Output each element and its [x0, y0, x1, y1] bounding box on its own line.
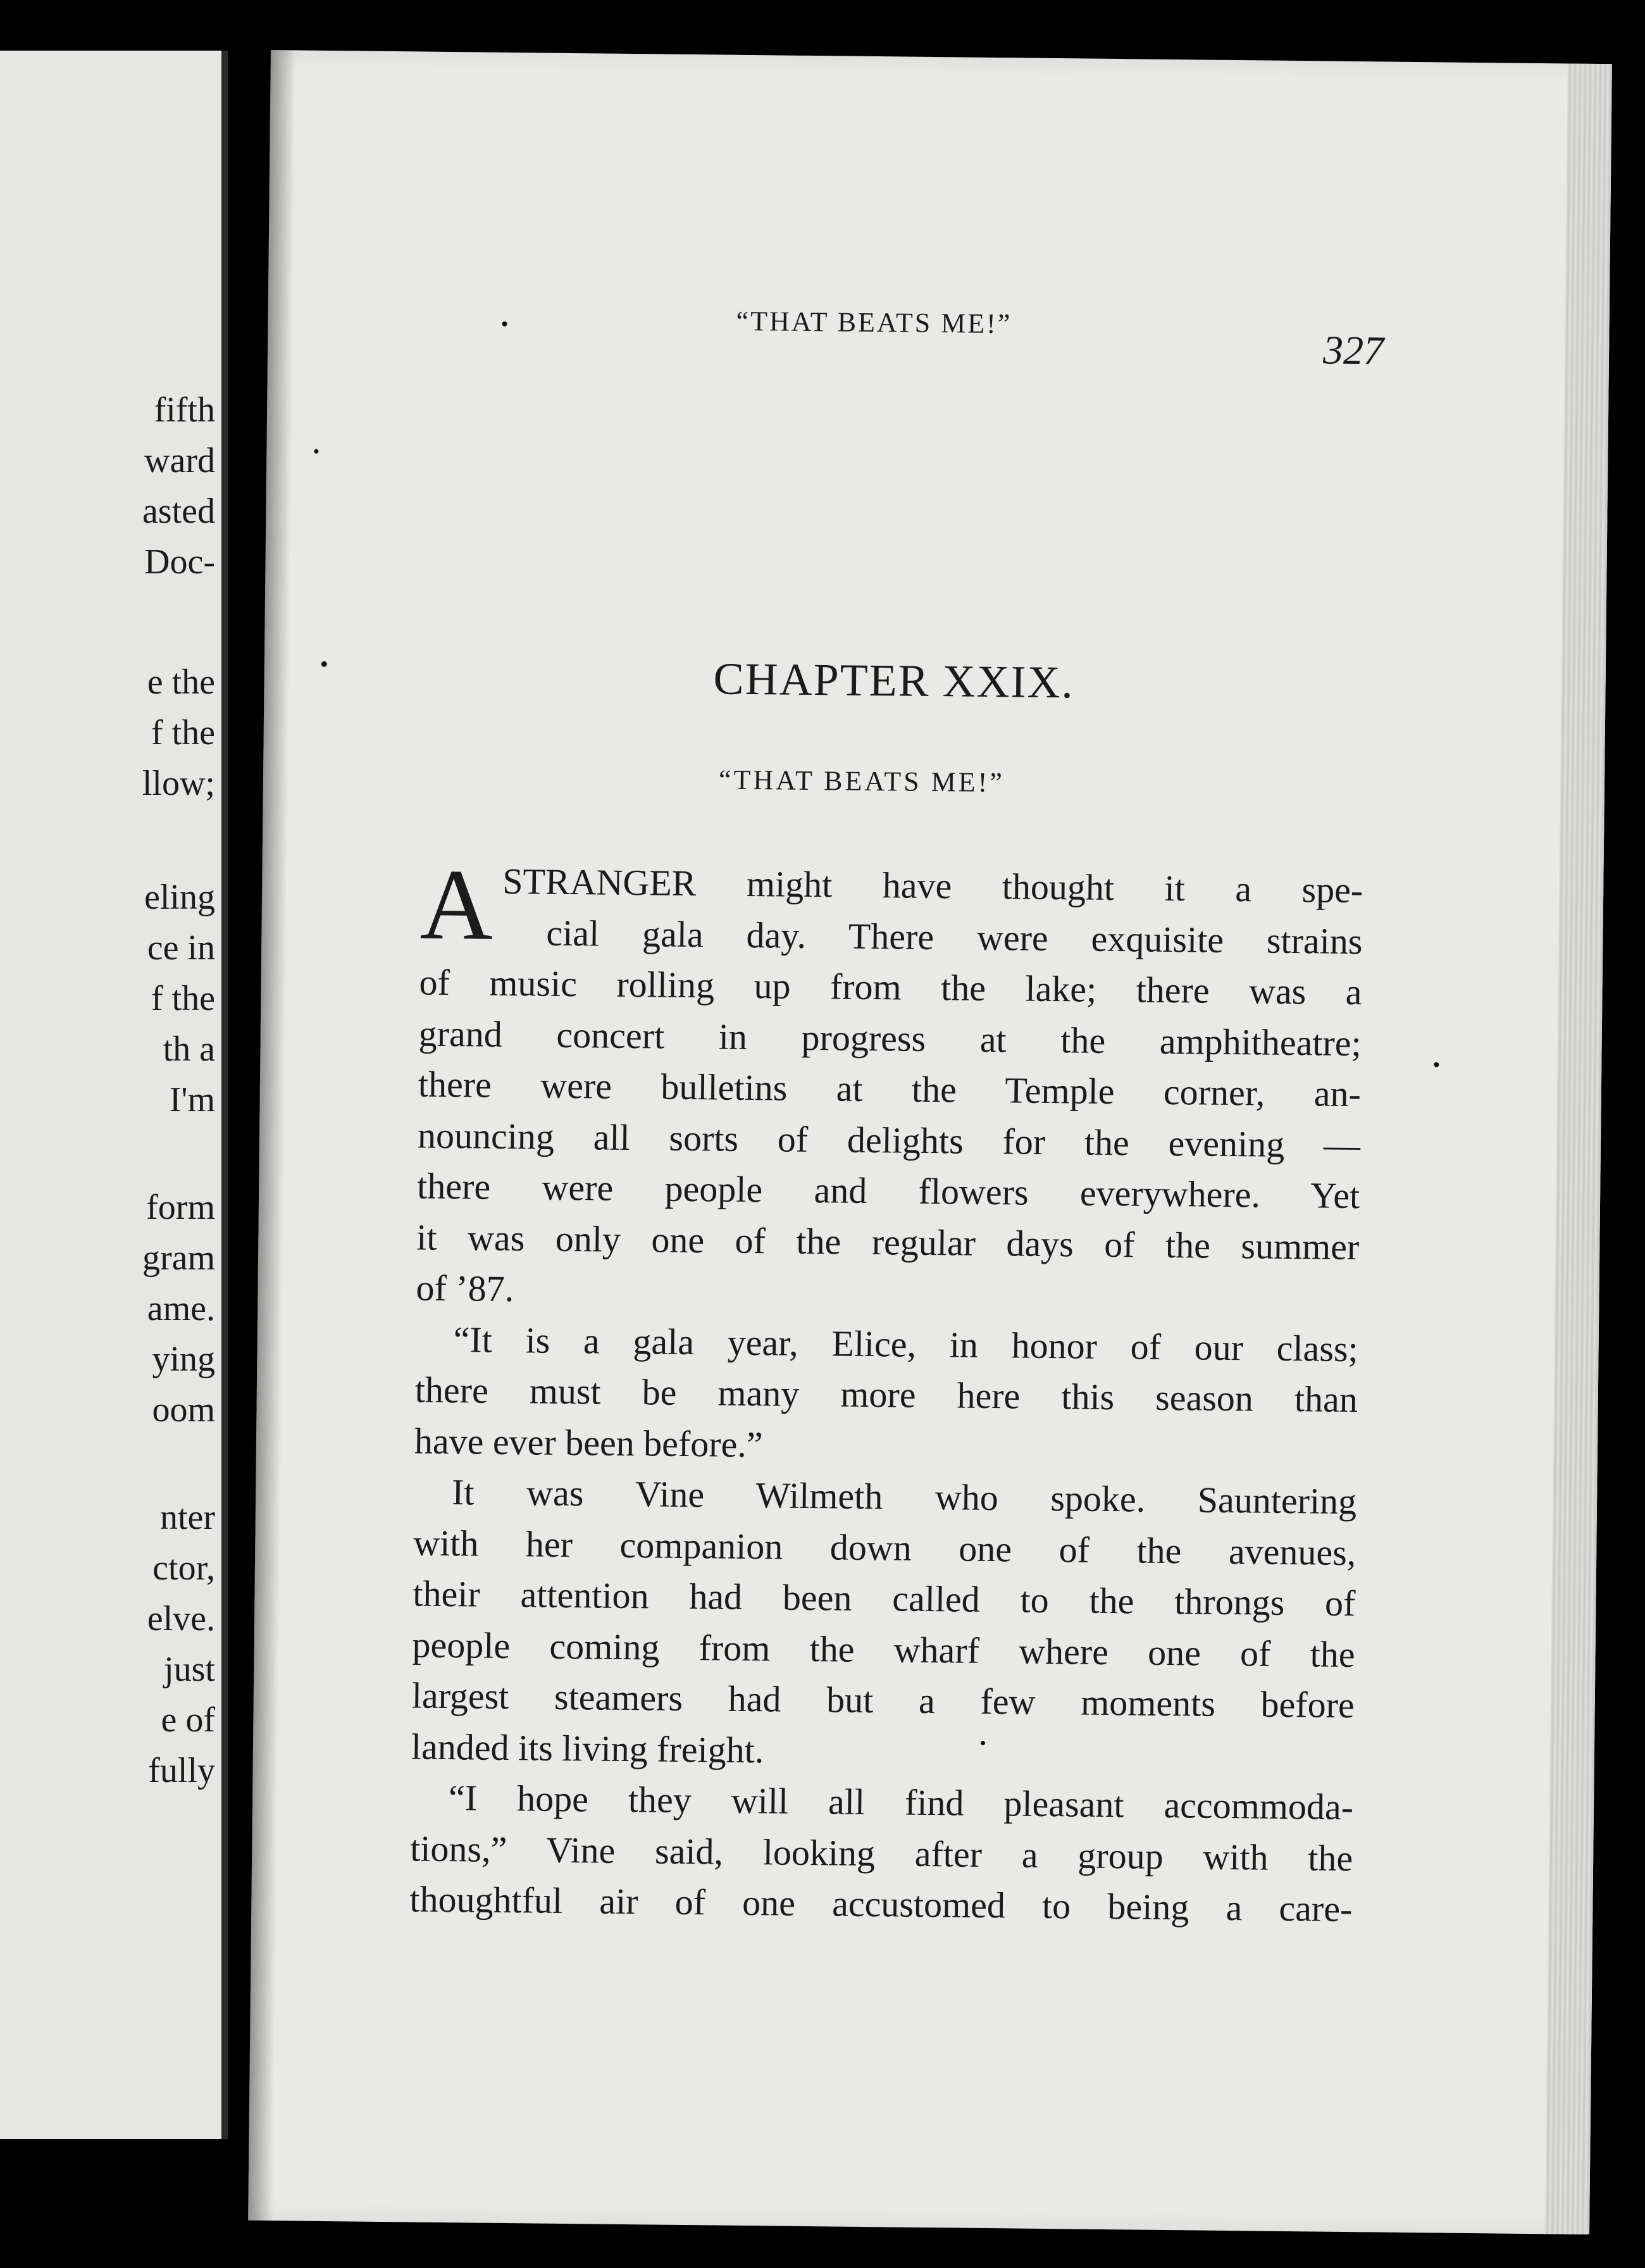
left-page-line: form: [146, 1188, 215, 1227]
paragraph: [411, 1466, 1357, 1782]
left-page-line: fully: [148, 1751, 215, 1790]
text-line: “It is a gala year, Elice, in honor of our class;: [453, 1318, 1358, 1369]
text-line: of ’87.: [416, 1267, 514, 1310]
text-line: have ever been before.”: [414, 1419, 763, 1465]
chapter-subtitle: “THAT BEATS ME!”: [718, 764, 1005, 799]
text-line: there were bulletins at the Temple corner, an-: [418, 1063, 1362, 1115]
drop-cap: A: [419, 847, 494, 961]
text-line: of music rolling up from the lake; there was a: [419, 961, 1362, 1013]
running-head: “THAT BEATS ME!”: [736, 305, 1012, 340]
text-line: “I hope they will all find pleasant accommoda-: [448, 1777, 1354, 1828]
text-line: It was Vine Wilmeth who spoke. Sauntering: [451, 1471, 1357, 1523]
left-page-line: f the: [151, 713, 215, 752]
gutter-shadow: [248, 50, 296, 2221]
left-page-line: eling: [144, 878, 215, 917]
text-line: there must be many more here this season than: [414, 1369, 1358, 1421]
paragraph: [409, 1772, 1353, 1935]
left-page-fragment: [0, 51, 228, 2139]
text-line: STRANGER might have thought it a spe-: [502, 860, 1363, 911]
paragraph: [416, 847, 1363, 1324]
left-page-line: fifth: [154, 390, 215, 430]
text-line: cial gala day. There were exquisite strains: [546, 912, 1363, 962]
scan-speck: [502, 321, 507, 327]
left-page-line: ying: [152, 1340, 215, 1379]
left-page-line: I'm: [169, 1080, 215, 1119]
book-page: [248, 50, 1612, 2234]
text-line: nouncing all sorts of delights for the evening —: [417, 1114, 1361, 1166]
text-line: tions,” Vine said, looking after a group with the: [409, 1827, 1353, 1879]
left-page-line: ame.: [147, 1289, 215, 1328]
left-page-line: gram: [142, 1238, 215, 1278]
text-line: largest steamers had but a few moments before: [411, 1674, 1355, 1726]
chapter-body: [409, 847, 1363, 1935]
left-page-line: th a: [163, 1030, 215, 1069]
left-page-line: llow;: [142, 764, 215, 803]
chapter-title: CHAPTER XXIX.: [713, 653, 1075, 708]
text-line: grand concert in progress at the amphitheatre;: [418, 1012, 1362, 1064]
left-page-line: f the: [151, 979, 215, 1018]
text-line: their attention had been called to the throngs of: [413, 1573, 1356, 1624]
left-page-line: e the: [147, 663, 215, 702]
left-page-line: elve.: [147, 1599, 215, 1638]
scan-speck: [314, 449, 318, 454]
left-page-line: asted: [142, 492, 215, 531]
text-line: there were people and flowers everywhere. Yet: [416, 1165, 1360, 1217]
left-page-line: oom: [152, 1390, 215, 1430]
left-page-line: ce in: [147, 928, 215, 968]
left-page-line: nter: [159, 1498, 215, 1537]
page-edge: [1545, 63, 1612, 2234]
scan-speck: [1434, 1062, 1439, 1067]
text-line: thoughtful air of one accustomed to being a care-: [409, 1878, 1353, 1930]
scan-speck: [321, 661, 327, 667]
left-page-line: e of: [161, 1700, 215, 1740]
left-page-line: ward: [144, 441, 215, 480]
paragraph: [414, 1314, 1358, 1476]
text-line: with her companion down one of the avenues,: [413, 1521, 1356, 1573]
text-line: it was only one of the regular days of the summer: [416, 1216, 1360, 1268]
left-page-line: just: [164, 1650, 215, 1689]
left-page-line: Doc-: [144, 542, 215, 582]
scan-speck: [981, 1741, 985, 1745]
left-page-line: ctor,: [152, 1548, 215, 1588]
page-number: 327: [1322, 327, 1384, 373]
text-line: landed its living freight.: [411, 1725, 764, 1771]
text-line: people coming from the wharf where one of the: [412, 1623, 1355, 1675]
